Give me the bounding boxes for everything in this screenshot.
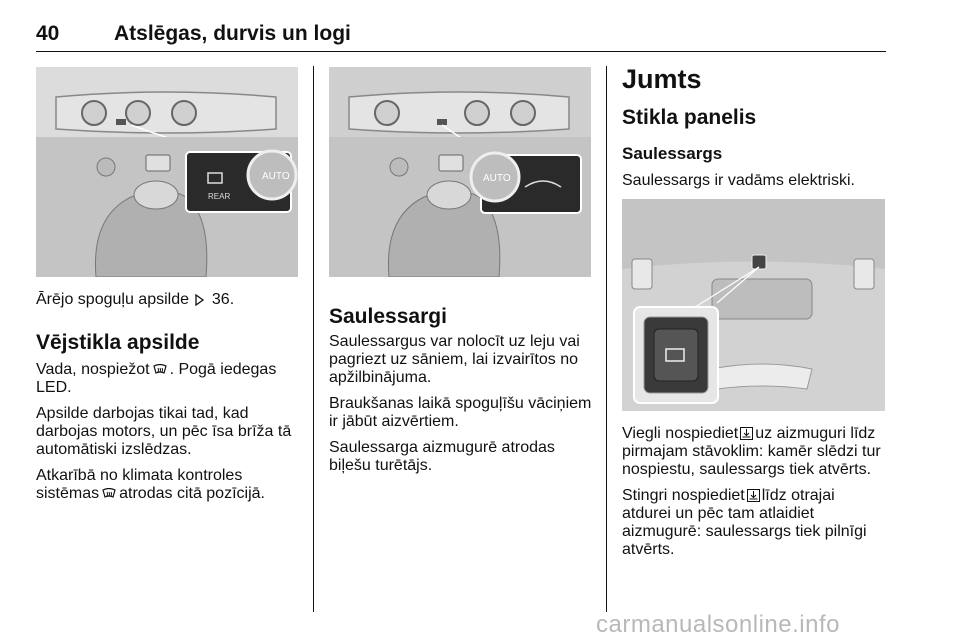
col1-p1-line2: LED. bbox=[36, 379, 72, 396]
col1-p3-line1: Atkarībā no klimata kontroles bbox=[36, 467, 243, 484]
col3-body bbox=[622, 425, 894, 567]
col2-p1-line2: pagriezt uz sāniem, lai izvairītos no bbox=[329, 351, 578, 368]
reference-arrow-icon bbox=[195, 294, 205, 306]
col3-p2-line3: aizmugurē: saulessargs tiek pilnīgi bbox=[622, 523, 867, 540]
col3-p2-line4: atvērts. bbox=[622, 541, 675, 558]
windscreen-heating-photo bbox=[329, 67, 591, 277]
col1-p2-line2: darbojas motors, un pēc īsa brīža tā bbox=[36, 423, 292, 440]
photo-label-rear: REAR bbox=[208, 192, 231, 201]
col2-p3-line1: Saulessarga aizmugurē atrodas bbox=[329, 439, 555, 456]
col1-p3-text-after: atrodas citā pozīcijā. bbox=[119, 485, 265, 502]
windscreen-defrost-icon bbox=[152, 364, 168, 376]
page-title: Atslēgas, durvis un logi bbox=[114, 22, 351, 45]
col3-p1-text-after: uz aizmuguri līdz bbox=[755, 425, 876, 442]
sunshade-switch-icon bbox=[747, 489, 760, 502]
photo-label-auto: AUTO bbox=[262, 171, 290, 182]
col3-p1-text: Viegli nospiediet bbox=[622, 425, 739, 442]
watermark: carmanualsonline.info bbox=[596, 611, 840, 638]
col2-p1-line3: apžilbinājuma. bbox=[329, 369, 432, 386]
col3-intro: Saulessargs ir vadāms elektriski. bbox=[622, 172, 855, 189]
section-heading-windscreen: Vējstikla apsilde bbox=[36, 331, 200, 354]
sunshade-switch-icon bbox=[740, 427, 753, 440]
col2-p1-line1: Saulessargus var nolocīt uz leju vai bbox=[329, 333, 580, 350]
header-rule bbox=[36, 51, 886, 52]
photo-caption bbox=[36, 291, 306, 309]
col3-p2-text: Stingri nospiediet bbox=[622, 487, 745, 504]
col3-p2-line2: atdurei un pēc tam atlaidiet bbox=[622, 505, 815, 522]
caption-page-ref[interactable]: 36. bbox=[211, 291, 235, 308]
section-heading-sunvisors: Saulessargi bbox=[329, 305, 447, 328]
col1-p2-line3: automātiski izslēdzas. bbox=[36, 441, 192, 458]
col1-p3-text: sistēmas bbox=[36, 485, 100, 502]
caption-text: Ārējo spoguļu apsilde bbox=[36, 291, 189, 308]
windscreen-defrost-icon bbox=[101, 488, 117, 500]
photo-label-auto: AUTO bbox=[483, 173, 511, 184]
col3-p2-text-after: līdz otrajai bbox=[761, 487, 835, 504]
col1-p1-text-after: . Pogā iedegas bbox=[169, 361, 277, 378]
section-heading-glass-panel: Stikla panelis bbox=[622, 106, 757, 129]
col2-body bbox=[329, 333, 601, 483]
column-divider-2 bbox=[606, 66, 607, 612]
col2-p2-line1: Braukšanas laikā spoguļīšu vāciņiem bbox=[329, 395, 592, 412]
column-divider-1 bbox=[313, 66, 314, 612]
chapter-heading-roof: Jumts bbox=[622, 64, 702, 94]
col1-p1-text: Vada, nospiežot bbox=[36, 361, 150, 378]
col3-p1-line2: pirmajam stāvoklim: kamēr slēdzi tur bbox=[622, 443, 881, 460]
col2-p2-line2: ir jābūt aizvērtiem. bbox=[329, 413, 459, 430]
col3-p1-line3: nospiestu, saulessargs tiek atvērts. bbox=[622, 461, 872, 478]
page-number: 40 bbox=[36, 22, 60, 45]
col2-p3-line2: biļešu turētājs. bbox=[329, 457, 433, 474]
col1-p2-line1: Apsilde darbojas tikai tad, kad bbox=[36, 405, 249, 422]
sunshade-switch-photo bbox=[622, 199, 885, 411]
subsection-heading-sunshade: Saulessargs bbox=[622, 144, 723, 163]
col1-body bbox=[36, 361, 308, 511]
rear-window-heating-photo bbox=[36, 67, 298, 277]
